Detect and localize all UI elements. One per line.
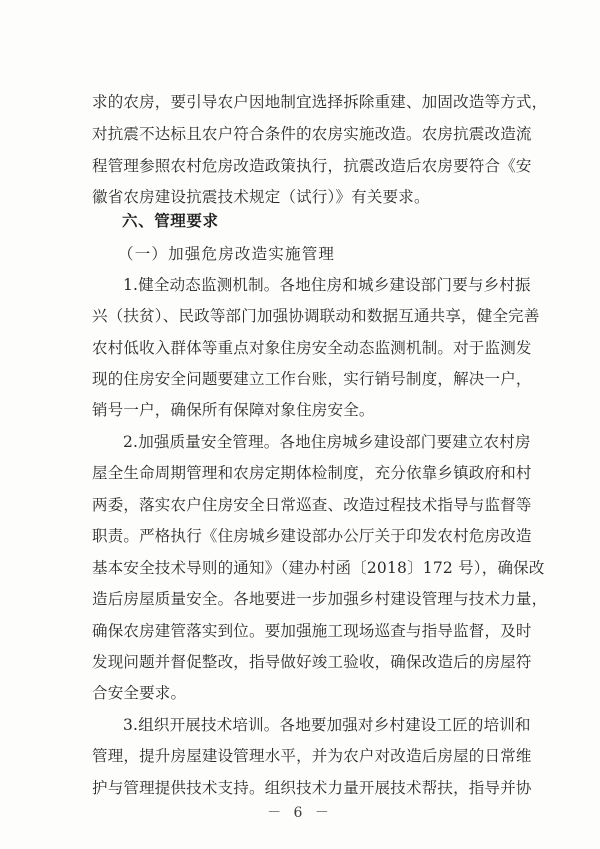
item3-line-3: 护与管理提供技术支持。组织技术力量开展技术帮扶，指导并协 xyxy=(92,779,532,797)
item2-line-9: 合安全要求。 xyxy=(92,684,187,702)
intro-line-1: 求的农房，要引导农户因地制宜选择拆除重建、加固改造等方式， xyxy=(92,93,548,111)
item2-line-6: 造后房屋质量安全。各地要进一步加强乡村建设管理与技术力量， xyxy=(92,590,548,608)
item1-line-1: 1.健全动态监测机制。各地住房和城乡建设部门要与乡村振 xyxy=(123,276,531,294)
item2-line-1: 2.加强质量安全管理。各地住房城乡建设部门要建立农村房 xyxy=(123,433,531,451)
item2-line-2: 屋全生命周期管理和农房定期体检制度，充分依靠乡镇政府和村 xyxy=(92,464,532,482)
item3-line-1: 3.组织开展技术培训。各地要加强对乡村建设工匠的培训和 xyxy=(123,716,531,734)
subsection-heading: （一）加强危房改造实施管理 xyxy=(118,245,336,263)
item1-line-3: 农村低收入群体等重点对象住房安全动态监测机制。对于监测发 xyxy=(92,339,532,357)
item2-line-7: 确保农房建管落实到位。要加强施工现场巡查与指导监督，及时 xyxy=(92,622,532,640)
item1-line-5: 销号一户，确保所有保障对象住房安全。 xyxy=(92,401,375,419)
intro-line-4: 徽省农房建设抗震技术规定（试行）》有关要求。 xyxy=(92,188,430,206)
intro-line-2: 对抗震不达标且农户符合条件的农房实施改造。农房抗震改造流 xyxy=(92,125,532,143)
item3-line-2: 管理，提升房屋建设管理水平，并为农户对改造后房屋的日常维 xyxy=(92,747,532,765)
section-heading: 六、管理要求 xyxy=(122,212,219,230)
item1-line-2: 兴（扶贫）、民政等部门加强协调联动和数据互通共享，健全完善 xyxy=(92,307,540,325)
page-number: － 6 － xyxy=(267,805,333,821)
item2-line-8: 发现问题并督促整改，指导做好竣工验收，确保改造后的房屋符 xyxy=(92,653,532,671)
item2-line-5: 基本安全技术导则的通知》（建办村函〔2018〕172 号），确保改 xyxy=(92,559,545,577)
intro-line-3: 程管理参照农村危房改造政策执行，抗震改造后农房要符合《安 xyxy=(92,157,532,175)
item2-line-4: 职责。严格执行《住房城乡建设部办公厅关于印发农村危房改造 xyxy=(92,527,532,545)
item2-line-3: 两委，落实农户住房安全日常巡查、改造过程技术指导与监督等 xyxy=(92,496,532,514)
item1-line-4: 现的住房安全问题要建立工作台账，实行销号制度，解决一户， xyxy=(92,370,532,388)
